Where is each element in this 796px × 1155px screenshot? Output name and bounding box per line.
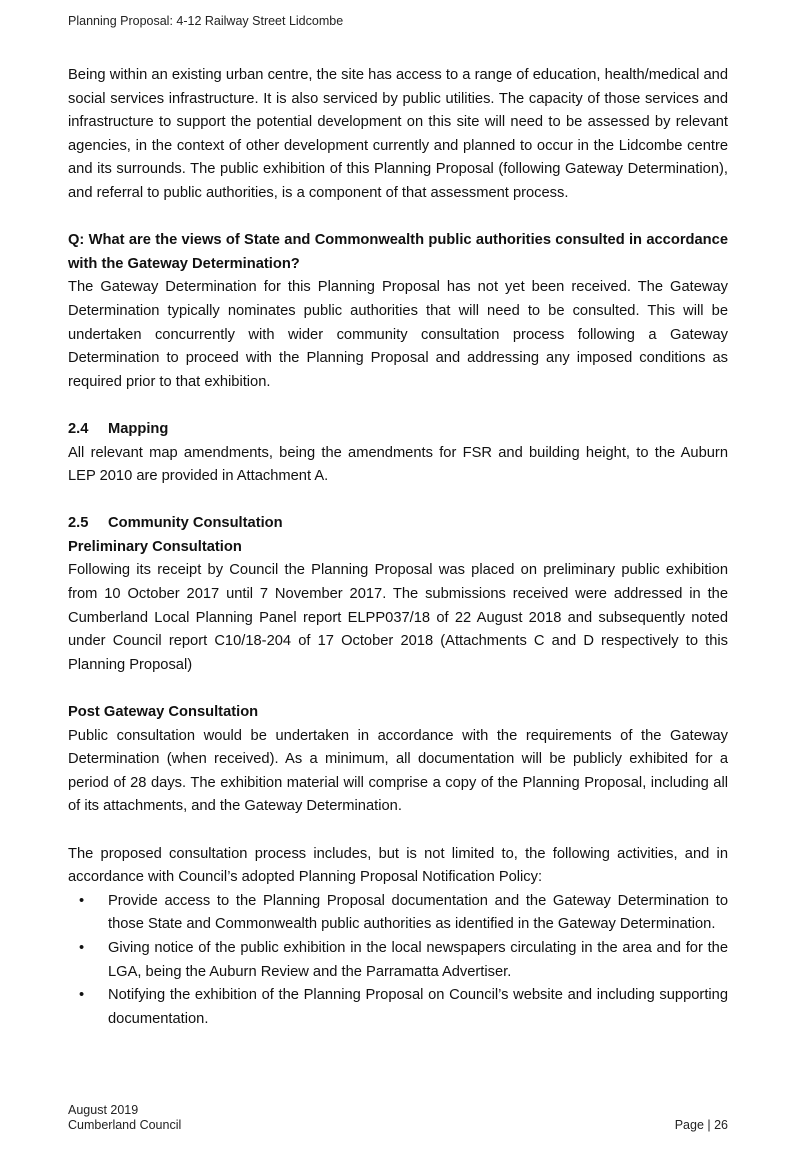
section-number: 2.5 <box>68 515 89 532</box>
spacer <box>68 394 728 418</box>
list-item-text: Provide access to the Planning Proposal documentation and the Gateway Determination to those State and Commonwealth public authorities as identified in the Gateway Determination. <box>108 892 728 933</box>
page-content <box>68 64 728 1031</box>
intro-paragraph: Being within an existing urban centre, the site has access to a range of education, health/medical and social services infrastructure. It is also serviced by public utilities. The capacity of those services and infrastructure to support the potential development on this site will need to be assessed by relevant agencies, in the context of other development currently and planned to occur in the Lidcombe centre and its surrounds. The public exhibition of this Planning Proposal (following Gateway Determination), and referral to public authorities, is a component of that assessment process. <box>68 67 728 201</box>
consultation-activities-list <box>68 890 728 1032</box>
footer-left <box>68 1103 181 1133</box>
bullet-icon: • <box>79 987 85 1004</box>
section-heading-consultation <box>68 512 728 536</box>
post-gateway-paragraph: Public consultation would be undertaken in accordance with the requirements of the Gateway Determination (when received). As a minimum, all documentation will be publicly exhibited for a period of 28 days. The exhibition material will comprise a copy of the Planning Proposal, including all of its attachments, and the Gateway Determination. <box>68 727 728 815</box>
section-number: 2.4 <box>68 420 89 437</box>
list-item <box>68 937 728 984</box>
list-item <box>68 890 728 937</box>
post-gateway-heading: Post Gateway Consultation <box>68 704 259 721</box>
page-number: Page | 26 <box>674 1118 728 1132</box>
question-answer: The Gateway Determination for this Planning Proposal has not yet been received. The Gateway Determination typically nominates public authorities that will need to be consulted. This will be undertaken concurrently with wider community consultation process following a Gateway Determination to proceed with the Planning Proposal and addressing any imposed conditions as required prior to that exhibition. <box>68 279 728 390</box>
preliminary-consultation-paragraph: Following its receipt by Council the Planning Proposal was placed on preliminary public exhibition from 10 October 2017 until 7 November 2017. The submissions received were addressed in the Cumberland Local Planning Panel report ELPP037/18 of 22 August 2018 and subsequently noted under Council report C10/18-204 of 17 October 2018 (Attachments C and D respectively to this Planning Proposal) <box>68 562 728 673</box>
list-item <box>68 984 728 1031</box>
bullet-icon: • <box>79 939 85 956</box>
spacer <box>68 489 728 513</box>
spacer <box>68 819 728 843</box>
footer-date: August 2019 <box>68 1103 139 1117</box>
section-heading-mapping <box>68 418 728 442</box>
footer-organisation: Cumberland Council <box>68 1118 182 1132</box>
mapping-paragraph: All relevant map amendments, being the amendments for FSR and building height, to the Auburn LEP 2010 are provided in Attachment A. <box>68 444 728 485</box>
running-header: Planning Proposal: 4-12 Railway Street Lidcombe <box>68 14 344 28</box>
list-item-text: Giving notice of the public exhibition in the local newspapers circulating in the area and for the LGA, being the Auburn Review and the Parramatta Advertiser. <box>108 939 728 980</box>
spacer <box>68 677 728 701</box>
spacer <box>68 206 728 230</box>
list-item-text: Notifying the exhibition of the Planning Proposal on Council’s website and including supporting documentation. <box>108 987 728 1027</box>
section-title: Mapping <box>108 420 169 437</box>
preliminary-consultation-heading: Preliminary Consultation <box>68 538 242 555</box>
section-title: Community Consultation <box>108 515 283 532</box>
question-heading: Q: What are the views of State and Commonwealth public authorities consulted in accordance with the Gateway Determination? <box>68 232 728 272</box>
bullet-icon: • <box>79 892 85 909</box>
process-intro-paragraph: The proposed consultation process includes, but is not limited to, the following activities, and in accordance with Council’s adopted Planning Proposal Notification Policy: <box>68 845 728 886</box>
